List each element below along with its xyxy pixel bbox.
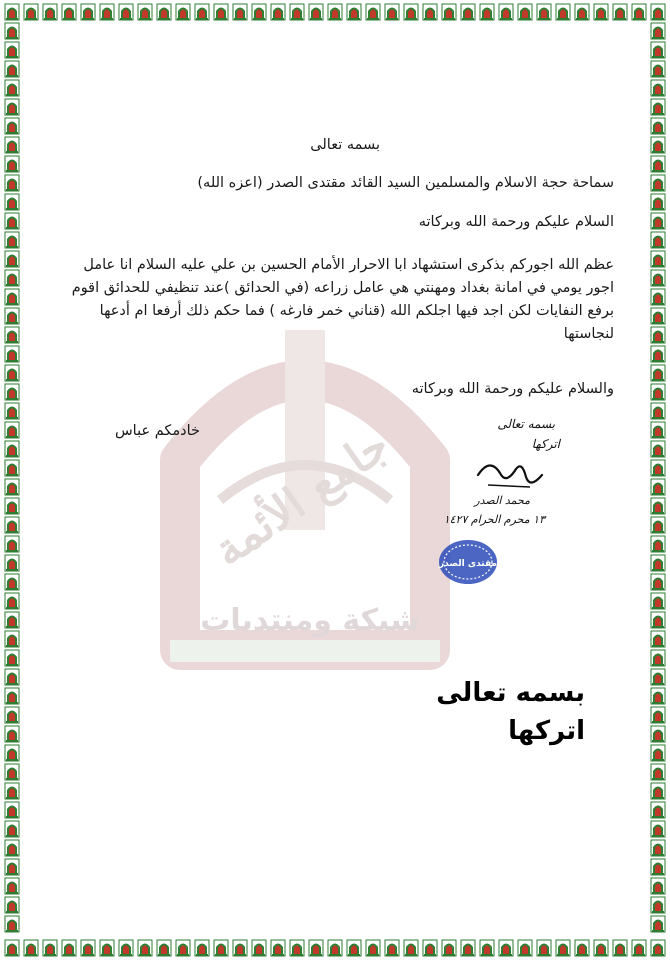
- border-motif: [5, 650, 19, 666]
- border-motif: [5, 940, 19, 956]
- border-motif: [651, 156, 665, 172]
- border-motif: [5, 441, 19, 457]
- border-motif: [309, 4, 323, 20]
- border-motif: [5, 137, 19, 153]
- border-motif: [651, 270, 665, 286]
- border-motif: [5, 213, 19, 229]
- border-motif: [100, 940, 114, 956]
- border-motif: [651, 460, 665, 476]
- border-motif: [651, 745, 665, 761]
- transcription-line1: بسمه تعالى: [436, 678, 585, 708]
- border-motif: [651, 384, 665, 400]
- border-motif: [5, 99, 19, 115]
- border-motif: [594, 940, 608, 956]
- border-motif: [651, 118, 665, 134]
- border-motif: [651, 232, 665, 248]
- seal-text: مقتدى الصدر: [438, 559, 498, 569]
- letter-greeting: السلام عليكم ورحمة الله وبركاته: [418, 214, 614, 230]
- border-motif: [404, 940, 418, 956]
- border-motif: [442, 940, 456, 956]
- border-motif: [5, 859, 19, 875]
- border-motif: [214, 940, 228, 956]
- border-motif: [5, 612, 19, 628]
- border-motif: [24, 940, 38, 956]
- border-motif: [5, 4, 19, 20]
- border-motif: [423, 940, 437, 956]
- border-motif: [651, 783, 665, 799]
- border-motif: [651, 821, 665, 837]
- border-motif: [5, 897, 19, 913]
- border-motif: [5, 308, 19, 324]
- border-motif: [62, 4, 76, 20]
- border-motif: [5, 403, 19, 419]
- border-motif: [157, 4, 171, 20]
- watermark-text: شبكة ومنتديات: [200, 603, 420, 638]
- border-motif: [5, 555, 19, 571]
- border-motif: [5, 479, 19, 495]
- border-motif: [5, 289, 19, 305]
- border-motif: [651, 42, 665, 58]
- border-motif: [385, 4, 399, 20]
- border-motif: [5, 726, 19, 742]
- border-motif: [81, 940, 95, 956]
- border-motif: [252, 4, 266, 20]
- border-motif: [651, 669, 665, 685]
- border-motif: [404, 4, 418, 20]
- border-motif: [5, 821, 19, 837]
- border-motif: [651, 897, 665, 913]
- border-motif: [651, 308, 665, 324]
- border-motif: [651, 612, 665, 628]
- border-motif: [651, 726, 665, 742]
- border-motif: [138, 4, 152, 20]
- border-motif: [5, 536, 19, 552]
- border-motif: [651, 593, 665, 609]
- letter-header: بسمه تعالى: [310, 137, 380, 153]
- border-motif: [119, 940, 133, 956]
- border-motif: [651, 764, 665, 780]
- border-motif: [5, 707, 19, 723]
- border-motif: [651, 878, 665, 894]
- handwritten-signature: [470, 455, 550, 495]
- border-motif: [518, 4, 532, 20]
- border-motif: [214, 4, 228, 20]
- border-motif: [651, 346, 665, 362]
- border-motif: [24, 4, 38, 20]
- border-motif: [594, 4, 608, 20]
- border-motif: [5, 916, 19, 932]
- border-motif: [5, 232, 19, 248]
- border-motif: [5, 574, 19, 590]
- border-motif: [195, 940, 209, 956]
- border-motif: [651, 479, 665, 495]
- border-motif: [651, 650, 665, 666]
- border-motif: [651, 840, 665, 856]
- border-motif: [518, 940, 532, 956]
- border-motif: [480, 4, 494, 20]
- border-motif: [5, 42, 19, 58]
- border-motif: [651, 555, 665, 571]
- border-motif: [651, 194, 665, 210]
- border-motif: [651, 859, 665, 875]
- border-motif: [651, 574, 665, 590]
- border-motif: [651, 441, 665, 457]
- watermark-logo-text: جامع الأئمة: [204, 419, 399, 577]
- border-motif: [651, 631, 665, 647]
- border-motif: [651, 175, 665, 191]
- border-motif: [651, 137, 665, 153]
- border-motif: [138, 940, 152, 956]
- border-motif: [423, 4, 437, 20]
- border-motif: [651, 916, 665, 932]
- border-motif: [537, 940, 551, 956]
- letter-body: عظم الله اجوركم بذكرى استشهاد ابا الاحرار الأمام الحسين بن علي عليه السلام انا عامل اجور يومي في امانة بغداد ومهنتي هي عامل زراعه (في الحدائق )عند تنظيفي للحدائق اقوم برفع النفايات لكن اجد فيها اجلكم الله (قناني خمر فارغه ) فما حكم ذلك أرفعا ام أدعها لنجاستها: [71, 257, 614, 342]
- border-motif: [537, 4, 551, 20]
- border-motif: [195, 4, 209, 20]
- border-motif: [613, 940, 627, 956]
- reply-date: ١٣ محرم الحرام ١٤٢٧: [443, 513, 545, 526]
- border-motif: [651, 688, 665, 704]
- border-motif: [499, 4, 513, 20]
- border-motif: [5, 498, 19, 514]
- border-motif: [461, 4, 475, 20]
- border-motif: [5, 270, 19, 286]
- border-motif: [5, 365, 19, 381]
- border-motif: [632, 940, 646, 956]
- border-motif: [5, 118, 19, 134]
- border-motif: [328, 4, 342, 20]
- border-motif: [100, 4, 114, 20]
- border-motif: [5, 669, 19, 685]
- border-motif: [5, 61, 19, 77]
- border-motif: [651, 251, 665, 267]
- border-motif: [651, 498, 665, 514]
- letter-addressee: سماحة حجة الاسلام والمسلمين السيد القائد مقتدى الصدر (اعزه الله): [197, 175, 614, 191]
- border-motif: [5, 517, 19, 533]
- border-motif: [81, 4, 95, 20]
- reply-handwritten-line1: بسمه تعالى: [497, 417, 555, 431]
- border-motif: [632, 4, 646, 20]
- letter-signature: خادمكم عباس: [114, 423, 200, 439]
- border-motif: [5, 802, 19, 818]
- border-motif: [5, 175, 19, 191]
- border-motif: [5, 745, 19, 761]
- border-motif: [176, 940, 190, 956]
- border-motif: [119, 4, 133, 20]
- border-motif: [556, 4, 570, 20]
- border-motif: [5, 460, 19, 476]
- border-motif: [480, 940, 494, 956]
- border-motif: [271, 4, 285, 20]
- border-motif: [461, 940, 475, 956]
- reply-handwritten-line2: اتركها: [531, 437, 560, 451]
- border-motif: [651, 517, 665, 533]
- border-motif: [62, 940, 76, 956]
- border-motif: [43, 940, 57, 956]
- border-motif: [5, 327, 19, 343]
- border-motif: [5, 878, 19, 894]
- border-motif: [651, 289, 665, 305]
- border-motif: [233, 940, 247, 956]
- border-motif: [651, 23, 665, 39]
- border-motif: [651, 536, 665, 552]
- border-motif: [5, 346, 19, 362]
- border-motif: [5, 764, 19, 780]
- border-motif: [651, 422, 665, 438]
- border-motif: [309, 940, 323, 956]
- border-motif: [651, 327, 665, 343]
- border-motif: [176, 4, 190, 20]
- letter-closing: والسلام عليكم ورحمة الله وبركاته: [411, 381, 614, 397]
- border-motif: [5, 80, 19, 96]
- transcription-line2: اتركها: [508, 716, 585, 746]
- border-motif: [651, 4, 665, 20]
- border-motif: [347, 4, 361, 20]
- border-motif: [651, 61, 665, 77]
- border-motif: [366, 940, 380, 956]
- border-motif: [556, 940, 570, 956]
- border-motif: [290, 940, 304, 956]
- border-motif: [575, 940, 589, 956]
- border-motif: [651, 707, 665, 723]
- border-motif: [5, 783, 19, 799]
- border-motif: [575, 4, 589, 20]
- border-motif: [651, 403, 665, 419]
- border-motif: [651, 99, 665, 115]
- reply-signature-name: محمد الصدر: [474, 494, 530, 507]
- border-motif: [43, 4, 57, 20]
- border-motif: [5, 156, 19, 172]
- border-motif: [499, 940, 513, 956]
- official-seal: [437, 538, 499, 586]
- border-motif: [651, 365, 665, 381]
- border-motif: [328, 940, 342, 956]
- border-motif: [651, 802, 665, 818]
- border-motif: [5, 840, 19, 856]
- border-motif: [271, 940, 285, 956]
- border-motif: [651, 213, 665, 229]
- border-motif: [651, 940, 665, 956]
- border-motif: [5, 631, 19, 647]
- border-motif: [5, 688, 19, 704]
- border-motif: [5, 593, 19, 609]
- border-motif: [347, 940, 361, 956]
- border-motif: [5, 251, 19, 267]
- border-motif: [5, 384, 19, 400]
- border-motif: [233, 4, 247, 20]
- border-motif: [5, 194, 19, 210]
- border-motif: [252, 940, 266, 956]
- border-motif: [5, 422, 19, 438]
- border-motif: [157, 940, 171, 956]
- border-motif: [5, 23, 19, 39]
- border-motif: [651, 80, 665, 96]
- border-motif: [366, 4, 380, 20]
- border-motif: [290, 4, 304, 20]
- border-motif: [613, 4, 627, 20]
- border-motif: [442, 4, 456, 20]
- border-motif: [385, 940, 399, 956]
